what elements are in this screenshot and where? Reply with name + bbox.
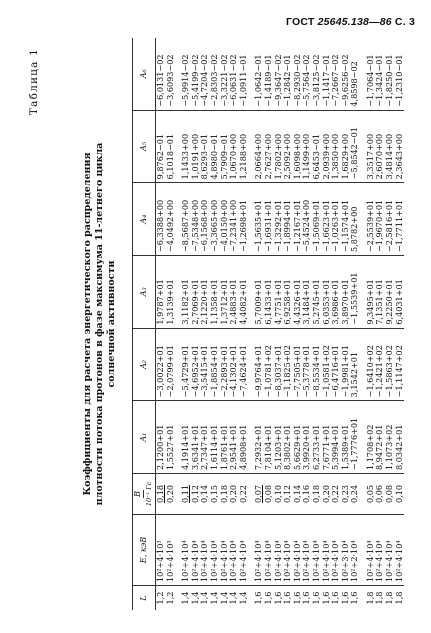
cell-a6: −1,8250−01: [385, 38, 395, 110]
cell-a5: 2,0939+00: [322, 110, 332, 183]
cell-a6: −5,7564−02: [302, 38, 312, 110]
cell-a4: −6,3388+00: [156, 183, 166, 256]
cell-a6: −3,8125−02: [312, 38, 322, 110]
cell-l: 1,8: [374, 591, 385, 605]
cell-a1: 1,5389+01: [341, 401, 351, 474]
cell-a2: −7,4624+01: [239, 328, 249, 401]
cell-a2: −2,0799+01: [166, 328, 176, 401]
cell-a3: 2,1220+01: [200, 255, 210, 328]
cell-a1: 7,2932+01: [248, 401, 264, 474]
cell-e: 10²÷4·10⁴: [191, 515, 201, 586]
cell-e: 10²÷4·10⁴: [283, 515, 293, 586]
cell-a5: 2,0664+00: [248, 110, 264, 183]
cell-a6: −5,9914−02: [175, 38, 191, 110]
header-b: [133, 474, 156, 515]
table-row: [395, 38, 405, 610]
standard-number: 25645.138—86: [317, 16, 392, 28]
cell-e: 10²÷4·10⁴: [175, 515, 191, 586]
header-a4: A₄: [133, 183, 156, 256]
cell-a5: 1,7802+00: [274, 110, 284, 183]
cell-a3: 9,2250+01: [385, 255, 395, 328]
cell-e: 10²÷4·10⁴: [264, 515, 274, 586]
cell-a6: −1,2842−01: [283, 38, 293, 110]
cell-a2: −4,1302+01: [229, 328, 239, 401]
cell-l: 1,6: [349, 591, 360, 605]
cell-e: 10²÷4·10⁴: [210, 515, 220, 586]
cell-a5: 1,1499+00: [302, 110, 312, 183]
cell-b: 0,08: [385, 474, 395, 515]
cell-b: 0,15: [210, 474, 220, 515]
header-a6: A₆: [133, 38, 156, 110]
cell-a2: −8,3037+01: [274, 328, 284, 401]
cell-a5: 1,0670+00: [229, 110, 239, 183]
cell-e: 10²÷3·10⁴: [341, 515, 351, 586]
cell-a4: −4,0492+00: [166, 183, 176, 256]
cell-a2: −1,0581+02: [322, 328, 332, 401]
cell-a4: −4,0150+00: [220, 183, 230, 256]
cell-e: 10²÷4·10³: [166, 515, 176, 586]
header-a5: A₅: [133, 110, 156, 183]
cell-a3: 3,1484+01: [302, 255, 312, 328]
cell-a3: 5,7009+01: [248, 255, 264, 328]
cell-a2: −1,1825+02: [283, 328, 293, 401]
cell-a6: −1,3424−01: [375, 38, 385, 110]
cell-a1: 2,1200+01: [156, 401, 166, 474]
cell-a6: −5,4199−02: [191, 38, 201, 110]
cell-a3: 4,7751+01: [274, 255, 284, 328]
cell-a3: 3,6986+01: [331, 255, 341, 328]
cell-a4: −1,7711+01: [395, 183, 405, 256]
cell-b: 0,06: [375, 474, 385, 515]
cell-a4: −7,5348+00: [191, 183, 201, 256]
cell-a1: 1,8761+01: [220, 401, 230, 474]
cell-a1: 3,9920+01: [302, 401, 312, 474]
cell-a3: 3,8970+01: [341, 255, 351, 328]
cell-e: 10²÷4·10⁴: [293, 515, 303, 586]
cell-a1: 1,1073+02: [385, 401, 395, 474]
cell-a6: −7,2667−02: [331, 38, 341, 110]
table-row: [350, 38, 360, 610]
cell-a2: −7,7505+01: [293, 328, 303, 401]
cell-l: 1,6: [272, 591, 283, 605]
cell-l: 1,4: [180, 591, 191, 605]
table-label: Таблица 1: [28, 48, 40, 116]
cell-b: 0,23: [341, 474, 351, 515]
cell-a1: 6,2733+01: [312, 401, 322, 474]
page-number: С. 3: [391, 16, 415, 28]
cell-a1: 3,6341+01: [191, 401, 201, 474]
cell-a1: 2,9541+01: [229, 401, 239, 474]
cell-a4: −1,8994+01: [283, 183, 293, 256]
cell-e: 10²÷4·10⁴: [331, 515, 341, 586]
cell-a4: −2,5539+01: [360, 183, 376, 256]
cell-l: 1,2: [155, 591, 165, 605]
cell-e: 10²÷4·10⁴: [220, 515, 230, 586]
cell-a3: 7,1351+01: [375, 255, 385, 328]
cell-e: 10²÷4·10⁴: [375, 515, 385, 586]
cell-a3: 6,4031+01: [395, 255, 405, 328]
cell-a3: 6,1433+01: [264, 255, 274, 328]
header-a2: A₂: [133, 328, 156, 401]
cell-a4: −1,6623+01: [322, 183, 332, 256]
cell-a3: 6,0353+01: [322, 255, 332, 328]
cell-a3: 2,7069+01: [191, 255, 201, 328]
cell-b: 0,10: [395, 474, 405, 515]
cell-a4: −1,5069+01: [312, 183, 322, 256]
cell-e: 10²÷4·10⁴: [302, 515, 312, 586]
cell-b: 0,20: [166, 474, 176, 515]
table-caption: [82, 38, 118, 610]
cell-a6: −9,3647−02: [274, 38, 284, 110]
cell-a3: 4,4326+01: [293, 255, 303, 328]
header-b-bottom: 10⁻¹ Гс: [145, 481, 153, 507]
cell-a2: −1,8854+01: [210, 328, 220, 401]
cell-l: 1,8: [364, 591, 375, 605]
cell-a2: −5,4729+01: [175, 328, 191, 401]
cell-a2: −1,0781+02: [264, 328, 274, 401]
cell-b: 0,14: [293, 474, 303, 515]
cell-a5: 8,6293−01: [200, 110, 210, 183]
cell-a1: 1,1708+02: [360, 401, 376, 474]
cell-a1: 2,7347+01: [200, 401, 210, 474]
cell-l: 1,6: [282, 591, 293, 605]
cell-b: 0,22: [239, 474, 249, 515]
cell-a2: −8,5534+01: [312, 328, 322, 401]
cell-a5: 2,3643+00: [395, 110, 405, 183]
header-b-top: B: [132, 491, 143, 497]
cell-a5: 5,7909−01: [220, 110, 230, 183]
cell-a5: 1,2188+00: [239, 110, 249, 183]
cell-b: 0,08: [264, 474, 274, 515]
cell-a2: −9,9764+01: [248, 328, 264, 401]
cell-a5: 3,4814+00: [385, 110, 395, 183]
cell-a5: 2,5092+00: [283, 110, 293, 183]
cell-l: 1,4: [218, 591, 229, 605]
cell-a1: 5,3994+01: [331, 401, 341, 474]
cell-a5: 3,3517+00: [360, 110, 376, 183]
cell-b: 0,20: [322, 474, 332, 515]
cell-a1: 5,1203+01: [274, 401, 284, 474]
cell-a1: 8,3802+01: [283, 401, 293, 474]
cell-b: 0,11: [175, 474, 191, 515]
cell-a2: −3,0022+01: [156, 328, 166, 401]
caption-line: плотности потока протонов в фазе максимума 11-летнего цикла: [94, 142, 105, 506]
cell-a3: 3,1182+01: [175, 255, 191, 328]
cell-a1: 8,0342+01: [395, 401, 405, 474]
cell-a4: −3,3665+00: [210, 183, 220, 256]
cell-a4: −1,2167+01: [293, 183, 303, 256]
cell-l: 1,4: [199, 591, 210, 605]
cell-a1: 5,6629+01: [293, 401, 303, 474]
table-row: [175, 38, 191, 610]
caption-line: солнечной активности: [106, 260, 117, 388]
rotated-table-block: [24, 38, 404, 610]
cell-e: 10²÷4·10⁴: [274, 515, 284, 586]
cell-a2: 3,1542+01: [350, 328, 360, 401]
cell-a4: −1,0263+01: [331, 183, 341, 256]
cell-a4: −6,1568+00: [200, 183, 210, 256]
cell-a3: 2,4883+01: [229, 255, 239, 328]
cell-a5: 6,1018−01: [166, 110, 176, 183]
cell-a2: −1,2421+02: [375, 328, 385, 401]
cell-l: 1,4: [237, 591, 248, 605]
cell-e: 10²÷4·10³: [156, 515, 166, 586]
cell-l: 1,8: [393, 591, 404, 605]
cell-b: 0,14: [200, 474, 210, 515]
cell-a1: 4,1914+01: [175, 401, 191, 474]
cell-a5: 9,8762−01: [156, 110, 166, 183]
cell-b: 0,16: [302, 474, 312, 515]
cell-b: 0,18: [156, 474, 166, 515]
cell-a1: 1,6114+01: [210, 401, 220, 474]
cell-a6: −3,6093−02: [166, 38, 176, 110]
cell-a3: 5,2745+01: [312, 255, 322, 328]
standard-prefix: ГОСТ: [285, 16, 318, 28]
cell-a4: −1,9670+01: [375, 183, 385, 256]
cell-b: 0,05: [360, 474, 376, 515]
cell-e: 10²÷4·10⁴: [385, 515, 395, 586]
cell-e: 10²÷4·10⁴: [312, 515, 322, 586]
table-body: [156, 38, 405, 610]
cell-a6: −8,2930−02: [293, 38, 303, 110]
cell-a3: 1,3139+01: [166, 255, 176, 328]
cell-a4: −1,5635+01: [248, 183, 264, 256]
cell-l: 1,6: [253, 591, 264, 605]
cell-a3: −1,5539+01: [350, 255, 360, 328]
cell-l: 1,6: [339, 591, 350, 605]
cell-b: 0,20: [229, 474, 239, 515]
cell-b: 0,22: [331, 474, 341, 515]
page-header: [286, 16, 415, 28]
table-row: [239, 38, 249, 610]
cell-a4: −7,2341+00: [229, 183, 239, 256]
header-energy: E, кэВ: [133, 515, 156, 586]
table-row: [248, 38, 264, 610]
coefficients-table: [132, 38, 404, 610]
cell-e: 10²÷4·10⁴: [248, 515, 264, 586]
cell-a3: 1,9787+01: [156, 255, 166, 328]
cell-e: 10²÷4·10⁴: [322, 515, 332, 586]
cell-a6: 4,8598−02: [350, 38, 360, 110]
cell-a5: 4,8980−01: [210, 110, 220, 183]
cell-a6: −1,0642−01: [248, 38, 264, 110]
cell-a3: 1,1358+01: [210, 255, 220, 328]
cell-a6: −9,6256−02: [341, 38, 351, 110]
cell-l: 1,6: [320, 591, 331, 605]
cell-a3: 9,3495+01: [360, 255, 376, 328]
cell-a4: −8,5687+00: [175, 183, 191, 256]
cell-a2: −1,6410+02: [360, 328, 376, 401]
cell-a5: −5,8542−01: [350, 110, 360, 183]
cell-a1: 8,9472+01: [375, 401, 385, 474]
cell-b: 0,18: [312, 474, 322, 515]
cell-b: 0,12: [191, 474, 201, 515]
cell-a6: −1,4189−01: [264, 38, 274, 110]
cell-a5: 1,1433+00: [175, 110, 191, 183]
cell-a5: 1,3850+00: [331, 110, 341, 183]
cell-a2: −3,5415+01: [200, 328, 210, 401]
cell-a4: −5,4524+00: [302, 183, 312, 256]
cell-a4: −2,5816+01: [385, 183, 395, 256]
cell-a6: −1,7064−01: [360, 38, 376, 110]
cell-a4: −1,3292+01: [274, 183, 284, 256]
cell-a1: 7,6771+01: [322, 401, 332, 474]
cell-b: 0,12: [283, 474, 293, 515]
table-row: [360, 38, 376, 610]
cell-e: 10²÷4·10⁴: [395, 515, 405, 586]
cell-e: 10²÷4·10⁴: [229, 515, 239, 586]
cell-e: 10²÷2·10⁴: [350, 515, 360, 586]
cell-a6: −4,7204−02: [200, 38, 210, 110]
cell-a5: 1,6098+00: [293, 110, 303, 183]
cell-b: 0,24: [350, 474, 360, 515]
cell-a3: 4,4082+01: [239, 255, 249, 328]
cell-a5: 1,6829+00: [341, 110, 351, 183]
cell-e: 10²÷4·10⁴: [239, 515, 249, 586]
cell-b: 0,10: [274, 474, 284, 515]
cell-l: 1,4: [208, 591, 219, 605]
cell-a5: 1,0191+00: [191, 110, 201, 183]
cell-a4: 5,8782+00: [350, 183, 360, 256]
cell-a6: −3,3221−02: [220, 38, 230, 110]
cell-a2: −1,5863+02: [385, 328, 395, 401]
cell-a5: 6,6453−01: [312, 110, 322, 183]
cell-a2: −1,1147+02: [395, 328, 405, 401]
cell-a6: −1,0911−01: [239, 38, 249, 110]
cell-a1: 1,5527+01: [166, 401, 176, 474]
cell-l: 1,6: [262, 591, 273, 605]
cell-l: 1,4: [189, 591, 200, 605]
cell-b: 0,07: [248, 474, 264, 515]
cell-a2: −4,6952+01: [191, 328, 201, 401]
cell-a4: −1,1574+01: [341, 183, 351, 256]
cell-a6: −1,2310−01: [395, 38, 405, 110]
cell-a5: 2,7627+00: [264, 110, 274, 183]
cell-a3: 1,3712+01: [220, 255, 230, 328]
cell-l: 1,8: [384, 591, 395, 605]
cell-a2: −2,2893+01: [220, 328, 230, 401]
cell-l: 1,6: [330, 591, 341, 605]
cell-a4: −1,2698+01: [239, 183, 249, 256]
cell-a6: −6,0131−02: [156, 38, 166, 110]
caption-line: Коэффициенты для расчета энергетического распределения: [82, 152, 93, 496]
cell-l: 1,2: [164, 591, 175, 605]
cell-a6: −2,8303−02: [210, 38, 220, 110]
cell-a1: 7,8104+01: [264, 401, 274, 474]
header-l: L: [133, 586, 156, 611]
cell-b: 0,18: [220, 474, 230, 515]
cell-a3: 6,9258+01: [283, 255, 293, 328]
cell-a1: 4,8908+01: [239, 401, 249, 474]
cell-a5: 2,6070+00: [375, 110, 385, 183]
cell-l: 1,6: [291, 591, 302, 605]
cell-e: 10²÷4·10⁴: [360, 515, 376, 586]
cell-a6: −6,0631−02: [229, 38, 239, 110]
cell-a2: −5,3778+01: [302, 328, 312, 401]
cell-a6: −1,1417−01: [322, 38, 332, 110]
header-a3: A₃: [133, 255, 156, 328]
cell-l: 1,4: [228, 591, 239, 605]
cell-a2: −1,9981+01: [341, 328, 351, 401]
cell-e: 10²÷4·10⁴: [200, 515, 210, 586]
cell-a2: −6,4716+01: [331, 328, 341, 401]
cell-l: 1,6: [301, 591, 312, 605]
table-row: [166, 38, 176, 610]
cell-a1: −1,7776+01: [350, 401, 360, 474]
cell-l: 1,6: [310, 591, 321, 605]
table-header-row: [133, 38, 156, 610]
header-a1: A₁: [133, 401, 156, 474]
cell-a4: −1,6931+01: [264, 183, 274, 256]
